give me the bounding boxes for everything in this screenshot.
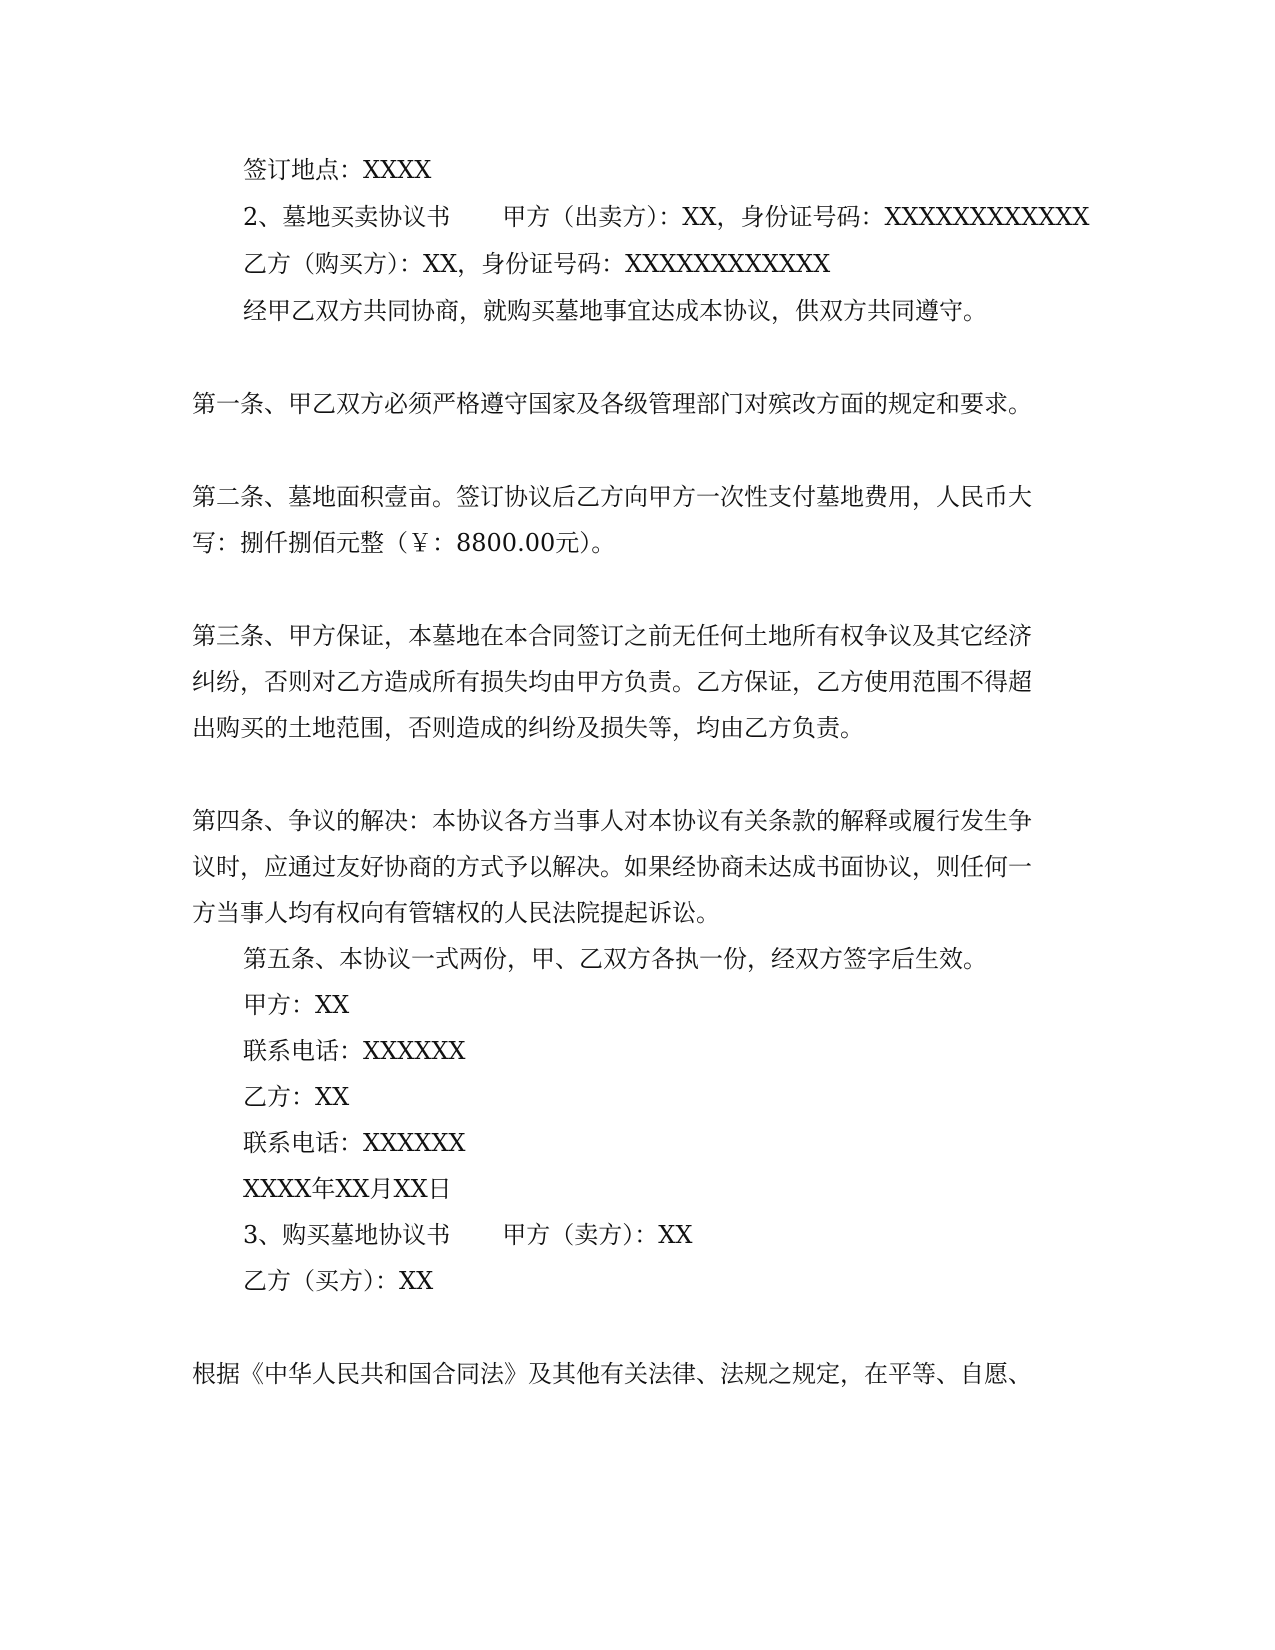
sign-place-line: 签订地点：XXXX bbox=[243, 156, 432, 184]
contract2-party-b: 乙方（购买方）：XX，身份证号码：XXXXXXXXXXXX bbox=[243, 250, 831, 278]
signature-party-b: 乙方：XX bbox=[243, 1083, 350, 1111]
signature-party-a: 甲方：XX bbox=[243, 991, 350, 1019]
article-3-line-2: 纠纷，否则对乙方造成所有损失均由甲方负责。乙方保证，乙方使用范围不得超 bbox=[192, 668, 1032, 696]
legal-basis-line: 根据《中华人民共和国合同法》及其他有关法律、法规之规定，在平等、自愿、 bbox=[192, 1360, 1032, 1388]
article-4-line-3: 方当事人均有权向有管辖权的人民法院提起诉讼。 bbox=[192, 899, 720, 927]
contract3-title: 3、购买墓地协议书 bbox=[243, 1221, 451, 1249]
signature-party-b-phone: 联系电话：XXXXXX bbox=[243, 1129, 466, 1157]
contract2-party-a: 甲方（出卖方）：XX，身份证号码：XXXXXXXXXXXX bbox=[502, 203, 1090, 231]
article-3-line-1: 第三条、甲方保证，本墓地在本合同签订之前无任何土地所有权争议及其它经济 bbox=[192, 622, 1032, 650]
article-2-line-2: 写：捌仟捌佰元整（￥：8800.00元）。 bbox=[192, 529, 616, 557]
contract3-party-a: 甲方（卖方）：XX bbox=[502, 1221, 693, 1249]
article-3-line-3: 出购买的土地范围，否则造成的纠纷及损失等，均由乙方负责。 bbox=[192, 714, 864, 742]
contract2-header-line bbox=[243, 202, 1089, 232]
contract2-title: 2、墓地买卖协议书 bbox=[243, 203, 451, 231]
signature-party-a-phone: 联系电话：XXXXXX bbox=[243, 1037, 466, 1065]
intro-paragraph: 经甲乙双方共同协商，就购买墓地事宜达成本协议，供双方共同遵守。 bbox=[243, 297, 987, 325]
article-4-line-1: 第四条、争议的解决：本协议各方当事人对本协议有关条款的解释或履行发生争 bbox=[192, 807, 1032, 835]
article-2-line-1: 第二条、墓地面积壹亩。签订协议后乙方向甲方一次性支付墓地费用，人民币大 bbox=[192, 483, 1032, 511]
contract3-party-b: 乙方（买方）：XX bbox=[243, 1267, 434, 1295]
article-4-line-2: 议时，应通过友好协商的方式予以解决。如果经协商未达成书面协议，则任何一 bbox=[192, 853, 1032, 881]
article-1: 第一条、甲乙双方必须严格遵守国家及各级管理部门对殡改方面的规定和要求。 bbox=[192, 390, 1032, 418]
contract3-header-line bbox=[243, 1220, 692, 1250]
signature-date: XXXX年XX月XX日 bbox=[243, 1175, 452, 1203]
article-5: 第五条、本协议一式两份，甲、乙双方各执一份，经双方签字后生效。 bbox=[243, 945, 987, 973]
